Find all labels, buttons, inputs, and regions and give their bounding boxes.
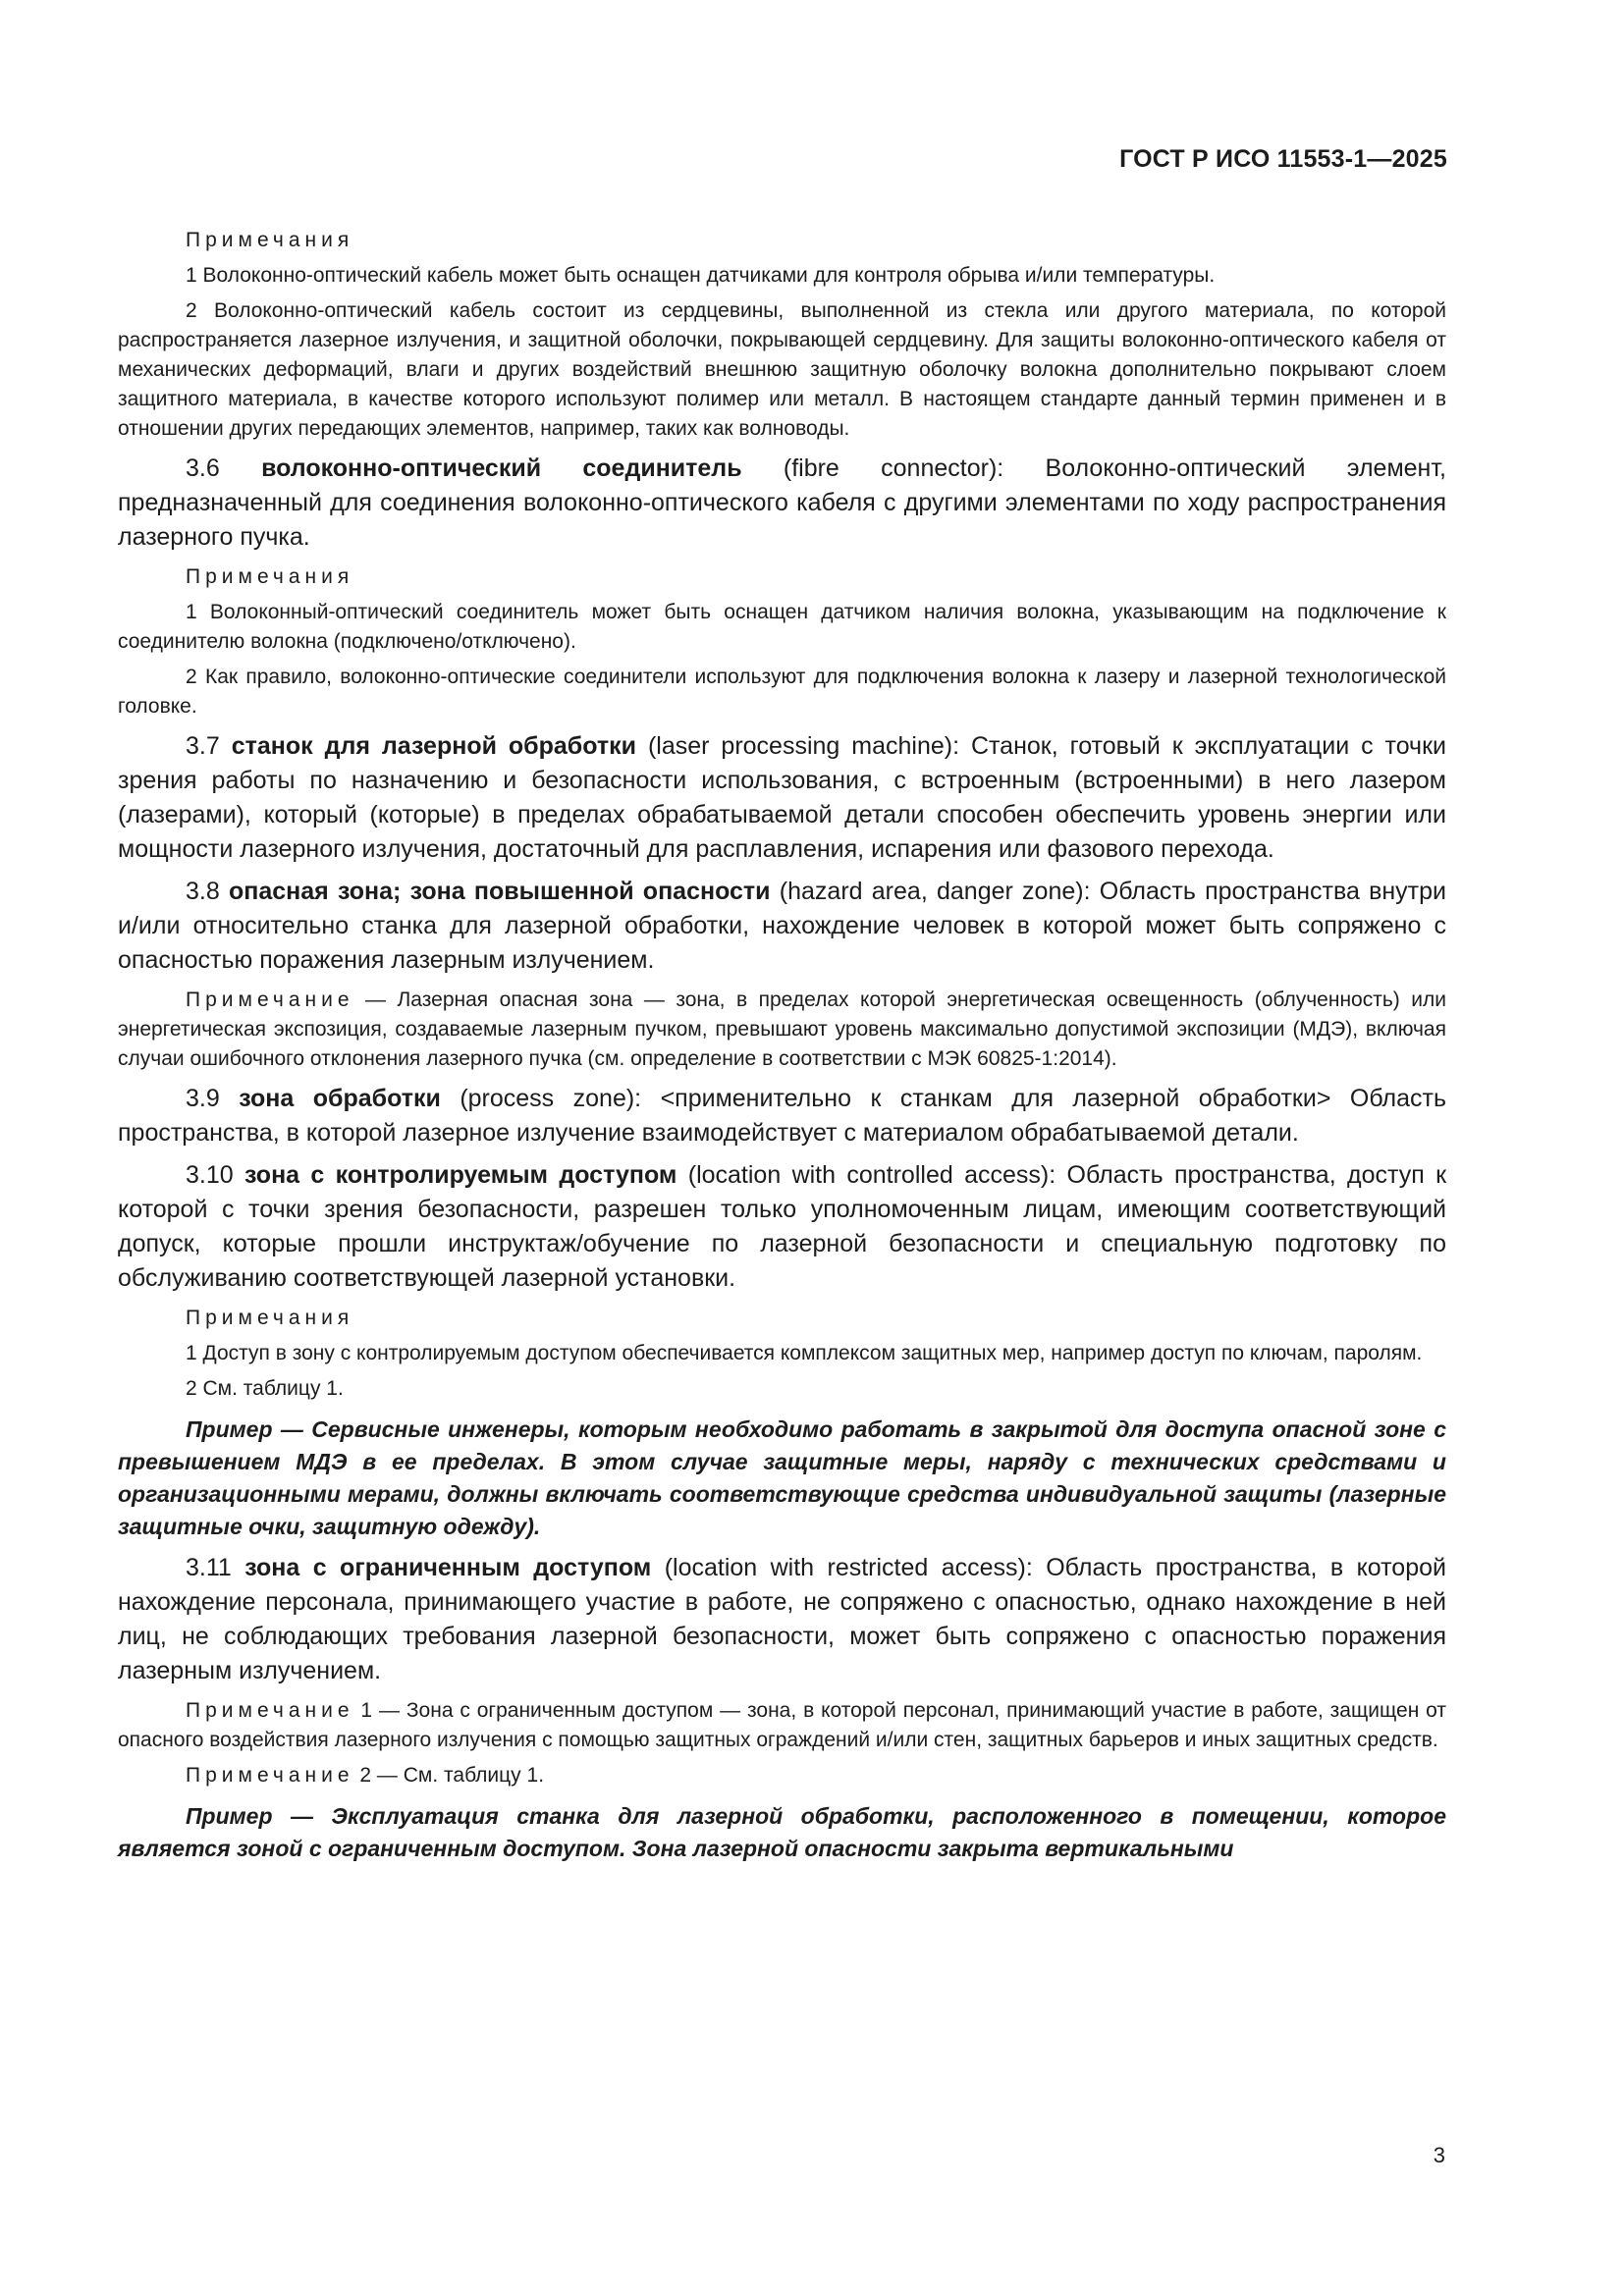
term-3-10: [118, 1158, 1446, 1296]
document-code-header: ГОСТ Р ИСО 11553-1—2025: [1119, 145, 1447, 173]
note-item: 1 Волоконный-оптический соединитель может быть оснащен датчиком наличия волокна, указывающим на подключение к соединителю волокна (подключено/отключено).: [118, 601, 1446, 653]
term-definition: (fibre connector): Волоконно-оптический элемент, предназначенный для соединения волоконно-оптического кабеля с другими элементами по ходу распространения лазерного пучка.: [118, 454, 1446, 551]
term-number: 3.10: [186, 1161, 244, 1189]
note-item: 2 См. таблицу 1.: [186, 1377, 344, 1400]
term-3-6: [118, 452, 1446, 555]
term-number: 3.11: [186, 1554, 245, 1581]
term-3-11: [118, 1551, 1446, 1688]
term-definition: (process zone): <применительно к станкам для лазерной обработки> Область пространства, в которой лазерное излучение взаимодействует с материалом обрабатываемой детали.: [118, 1085, 1446, 1147]
notes-heading: Примечания: [186, 1307, 354, 1329]
term-title: опасная зона; зона повышенной опасности: [228, 878, 771, 905]
term-title: станок для лазерной обработки: [231, 732, 637, 760]
note-item: 1 Доступ в зону с контролируемым доступом обеспечивается комплексом защитных мер, например доступ по ключам, паролям.: [186, 1342, 1423, 1364]
notes-heading: Примечания: [186, 565, 354, 588]
note-item: 1 Волоконно-оптический кабель может быть оснащен датчиками для контроля обрыва и/или температуры.: [186, 264, 1216, 287]
note-label: Примечание: [186, 1699, 354, 1722]
term-definition: (location with controlled access): Область пространства, доступ к которой с точки зрения безопасности, разрешен только уполномоченным лицам, имеющим соответствующий допуск, которые прошли инструктаж/обучение по лазерной безопасности и специальную подготовку по обслуживанию соответствующей лазерной установки.: [118, 1161, 1447, 1292]
example-3-11: Пример — Эксплуатация станка для лазерной обработки, расположенного в помещении, которое является зоной с ограниченным доступом. Зона лазерной опасности закрыта вертикальными: [118, 1803, 1446, 1861]
term-number: 3.7: [186, 732, 232, 760]
example-3-10: Пример — Сервисные инженеры, которым необходимо работать в закрытой для доступа опасной зоне с превышением МДЭ в ее пределах. В этом случае защитные меры, наряду с технических средствами и организационными мерами, должны включать соответствующие средства индивидуальной защиты (лазерные защитные очки, защитную одежду).: [118, 1416, 1446, 1539]
term-3-8: [118, 875, 1446, 978]
note-label: Примечание: [186, 1764, 354, 1787]
note-item: 2 Волоконно-оптический кабель состоит из сердцевины, выполненной из стекла или другого материала, по которой распространяется лазерное излучения, и защитной оболочки, покрывающей сердцевину. Для защиты волоконно-оптического кабеля от механических деформаций, влаги и других воздействий внешнюю защитную оболочку волокна дополнительно покрывают слоем защитного материала, в качестве которого используют полимер или металл. В настоящем стандарте данный термин применен и в отношении других передающих элементов, например, таких как волноводы.: [118, 299, 1446, 440]
notes-heading: Примечания: [186, 229, 354, 251]
term-number: 3.9: [186, 1085, 240, 1112]
term-3-9: [118, 1082, 1446, 1150]
note-text: 1 — Зона с ограниченным доступом — зона, в которой персонал, принимающий участие в работе, защищен от опасного воздействия лазерного излучения с помощью защитных ограждений и/или стен, защитных барьеров и иных защитных средств.: [118, 1699, 1446, 1751]
term-title: зона с ограниченным доступом: [244, 1554, 652, 1581]
term-title: волоконно-оптический соединитель: [261, 454, 742, 482]
term-definition: (hazard area, danger zone): Область пространства внутри и/или относительно станка для лазерной обработки, нахождение человек в которой может быть сопряжено с опасностью поражения лазерным излучением.: [118, 878, 1446, 974]
term-number: 3.8: [186, 878, 229, 905]
note-3-11-2: [118, 1761, 1446, 1790]
term-definition: (location with restricted access): Область пространства, в которой нахождение персонала, принимающего участие в работе, не сопряжено с опасностью, однако нахождение в ней лиц, не соблюдающих требования лазерной безопасности, может быть сопряжено с опасностью поражения лазерным излучением.: [118, 1554, 1446, 1684]
note-item: 2 Как правило, волоконно-оптические соединители используют для подключения волокна к лазеру и лазерной технологической головке.: [118, 666, 1446, 718]
note-3-11-1: [118, 1696, 1446, 1755]
note-text: — Лазерная опасная зона — зона, в пределах которой энергетическая освещенность (облученность) или энергетическая экспозиция, создаваемые лазерным пучком, превышают уровень максимально допустимой экспозиции (МДЭ), включая случаи ошибочного отклонения лазерного пучка (см. определение в соответствии с МЭК 60825-1:2014).: [118, 988, 1446, 1070]
term-title: зона с контролируемым доступом: [244, 1161, 677, 1189]
page-content: [118, 226, 1446, 1873]
page-number: 3: [1433, 2143, 1445, 2167]
note-text: 2 — См. таблицу 1.: [353, 1764, 545, 1787]
term-3-7: [118, 729, 1446, 867]
note-3-8: [118, 986, 1446, 1074]
note-label: Примечание: [186, 988, 354, 1011]
term-number: 3.6: [186, 454, 262, 482]
term-definition: (laser processing machine): Станок, готовый к эксплуатации с точки зрения работы по назначению и безопасности использования, с встроенным (встроенными) в него лазером (лазерами), который (которые) в пределах обрабатываемой детали способен обеспечить уровень энергии или мощности лазерного излучения, достаточный для расплавления, испарения или фазового перехода.: [118, 732, 1446, 863]
term-title: зона обработки: [239, 1085, 441, 1112]
